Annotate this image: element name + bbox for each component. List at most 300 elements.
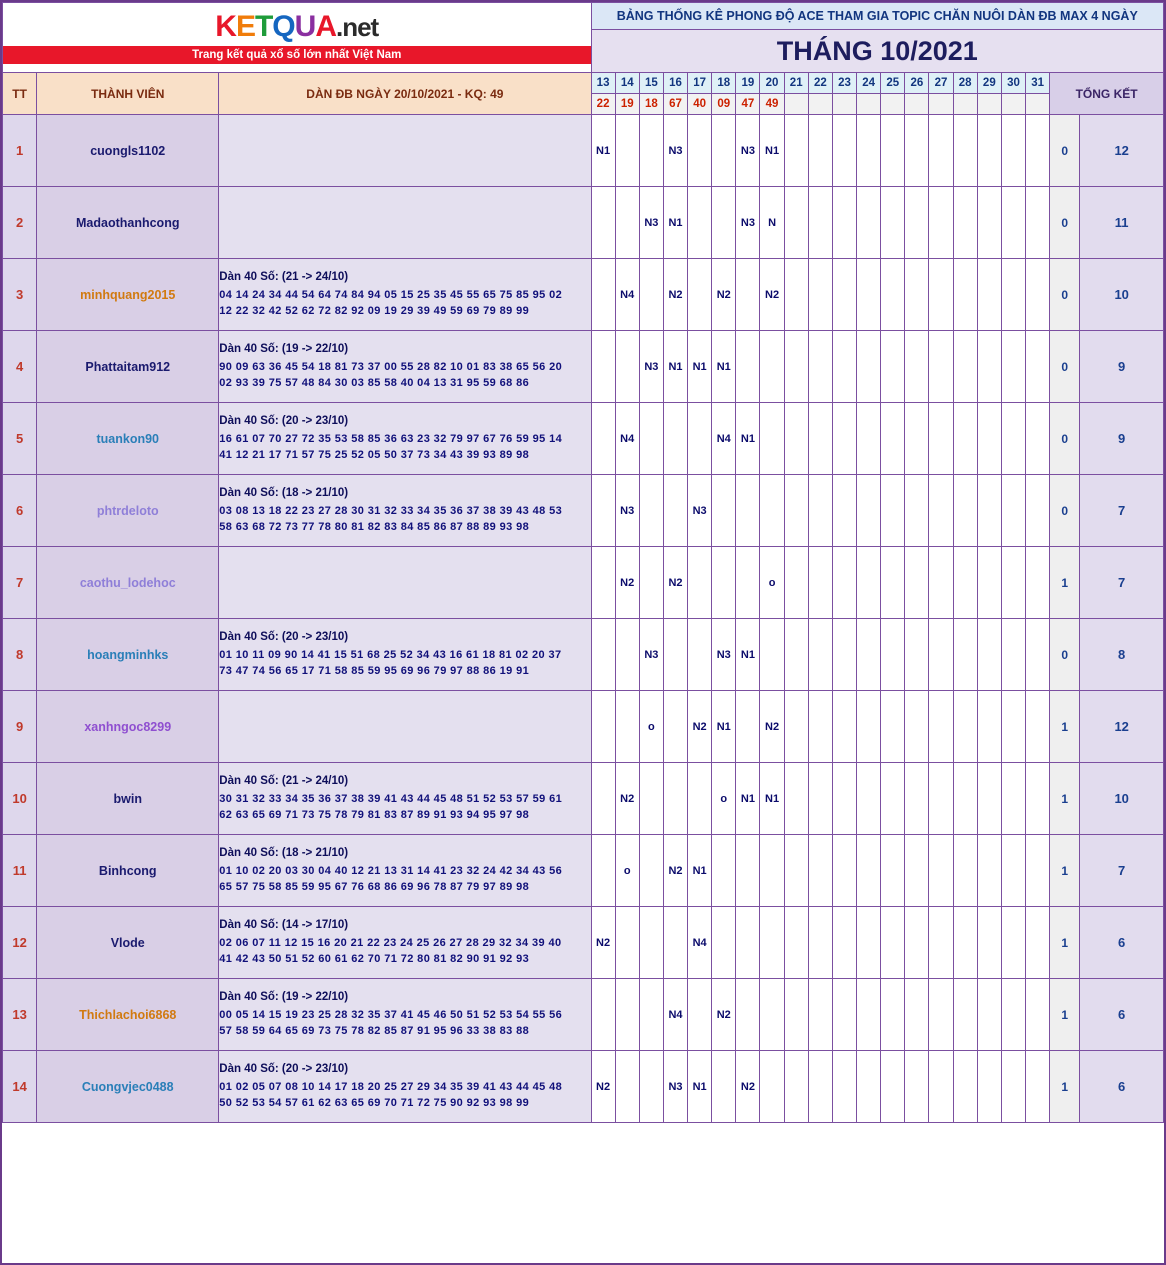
day-cell [760, 475, 784, 547]
day-cell [857, 619, 881, 691]
day-cell [615, 691, 639, 763]
day-cell: N4 [663, 979, 687, 1051]
day-cell [953, 475, 977, 547]
dan-numbers-line: 62 63 65 69 71 73 75 78 79 81 83 87 89 91 93 94 95 97 98 [219, 808, 530, 821]
table-row [3, 331, 1164, 403]
day-cell [1026, 115, 1050, 187]
day-header: 21 [784, 73, 808, 94]
dan-numbers-cell [219, 1051, 591, 1123]
day-cell [736, 835, 760, 907]
row-index: 7 [3, 547, 37, 619]
day-cell [784, 259, 808, 331]
day-cell [688, 259, 712, 331]
site-logo[interactable] [3, 3, 592, 73]
row-index: 1 [3, 115, 37, 187]
total-count: 12 [1080, 115, 1164, 187]
table-body [3, 115, 1164, 1123]
day-result [832, 94, 856, 115]
day-header: 17 [688, 73, 712, 94]
miss-count: 0 [1050, 115, 1080, 187]
total-count: 7 [1080, 547, 1164, 619]
day-cell [881, 403, 905, 475]
day-cell [857, 331, 881, 403]
day-result: 67 [663, 94, 687, 115]
day-cell [905, 907, 929, 979]
day-cell: N2 [591, 907, 615, 979]
day-cell [615, 115, 639, 187]
day-result [784, 94, 808, 115]
day-cell: N2 [688, 691, 712, 763]
day-header: 18 [712, 73, 736, 94]
day-cell [1026, 259, 1050, 331]
day-cell [905, 619, 929, 691]
day-cell: N1 [736, 619, 760, 691]
day-cell [953, 619, 977, 691]
total-count: 6 [1080, 907, 1164, 979]
day-header: 27 [929, 73, 953, 94]
day-cell [639, 259, 663, 331]
row-index: 14 [3, 1051, 37, 1123]
day-cell [977, 475, 1001, 547]
day-cell [929, 979, 953, 1051]
dan-numbers-line: 00 05 14 15 19 23 25 28 32 35 37 41 45 46 50 51 52 53 54 55 56 [219, 1008, 563, 1021]
row-index: 12 [3, 907, 37, 979]
member-name[interactable]: caothu_lodehoc [37, 547, 219, 619]
day-cell [639, 403, 663, 475]
day-cell: N1 [760, 115, 784, 187]
day-cell [784, 835, 808, 907]
dan-numbers-line: 30 31 32 33 34 35 36 37 38 39 41 43 44 45 48 51 52 53 57 59 61 [219, 792, 563, 805]
day-cell [905, 1051, 929, 1123]
day-cell [1001, 907, 1025, 979]
dan-numbers-line: 03 08 13 18 22 23 27 28 30 31 32 33 34 35 36 37 38 39 43 48 53 [219, 504, 563, 517]
day-cell: N1 [736, 763, 760, 835]
day-cell: N3 [688, 475, 712, 547]
day-cell [977, 115, 1001, 187]
day-cell [857, 115, 881, 187]
day-cell [760, 619, 784, 691]
day-cell [953, 907, 977, 979]
day-cell [857, 547, 881, 619]
day-cell [881, 475, 905, 547]
day-cell [784, 187, 808, 259]
day-cell [929, 763, 953, 835]
dan-numbers-line: 41 12 21 17 71 57 75 25 52 05 50 37 73 34 43 39 93 89 98 [219, 448, 530, 461]
day-cell [760, 331, 784, 403]
day-cell [615, 979, 639, 1051]
total-count: 6 [1080, 979, 1164, 1051]
day-cell: N2 [663, 835, 687, 907]
dan-numbers-line: 41 42 43 50 51 52 60 61 62 70 71 72 80 81 82 90 91 92 93 [219, 952, 530, 965]
dan-title: Dàn 40 Số: (21 -> 24/10) [219, 271, 349, 284]
member-name[interactable]: Thichlachoi6868 [37, 979, 219, 1051]
day-result [808, 94, 832, 115]
dan-title: Dàn 40 Số: (18 -> 21/10) [219, 847, 349, 860]
day-cell: N4 [615, 259, 639, 331]
day-cell [857, 763, 881, 835]
dan-title: Dàn 40 Số: (20 -> 23/10) [219, 631, 349, 644]
day-header: 29 [977, 73, 1001, 94]
day-cell [784, 331, 808, 403]
day-cell: N1 [712, 691, 736, 763]
table-row [3, 115, 1164, 187]
day-cell: N1 [712, 331, 736, 403]
day-cell [808, 187, 832, 259]
day-result [953, 94, 977, 115]
day-cell [591, 691, 615, 763]
day-cell [977, 187, 1001, 259]
day-cell [808, 619, 832, 691]
row-index: 9 [3, 691, 37, 763]
month-title: THÁNG 10/2021 [591, 30, 1164, 73]
day-cell [639, 115, 663, 187]
miss-count: 0 [1050, 259, 1080, 331]
day-cell: o [712, 763, 736, 835]
day-cell [1001, 619, 1025, 691]
day-header: 31 [1026, 73, 1050, 94]
total-count: 6 [1080, 1051, 1164, 1123]
day-cell [977, 259, 1001, 331]
day-cell [784, 979, 808, 1051]
dan-numbers-line: 02 93 39 75 57 48 84 30 03 85 58 40 04 13 31 95 59 68 86 [219, 376, 530, 389]
table-row [3, 619, 1164, 691]
dan-numbers-cell [219, 187, 591, 259]
day-cell [905, 979, 929, 1051]
dan-numbers-cell [219, 547, 591, 619]
day-cell [929, 1051, 953, 1123]
day-cell: N1 [663, 331, 687, 403]
day-cell: N3 [639, 331, 663, 403]
day-cell: N3 [736, 115, 760, 187]
day-cell [712, 115, 736, 187]
day-cell [832, 619, 856, 691]
total-count: 11 [1080, 187, 1164, 259]
day-cell [881, 763, 905, 835]
logo-tagline: Trang kết quả xổ số lớn nhất Việt Nam [3, 46, 591, 64]
day-cell [832, 187, 856, 259]
total-count: 7 [1080, 475, 1164, 547]
day-header: 24 [857, 73, 881, 94]
day-cell [977, 331, 1001, 403]
miss-count: 0 [1050, 403, 1080, 475]
day-cell [808, 331, 832, 403]
day-cell: N2 [615, 763, 639, 835]
day-header: 22 [808, 73, 832, 94]
day-cell [905, 547, 929, 619]
day-cell [784, 619, 808, 691]
dan-numbers-cell [219, 691, 591, 763]
day-cell [1001, 331, 1025, 403]
day-cell [929, 187, 953, 259]
day-cell [929, 691, 953, 763]
day-cell [977, 835, 1001, 907]
dan-title: Dàn 40 Số: (21 -> 24/10) [219, 775, 349, 788]
day-cell: N2 [712, 259, 736, 331]
day-cell [591, 979, 615, 1051]
member-name[interactable]: phtrdeloto [37, 475, 219, 547]
day-cell [591, 475, 615, 547]
day-cell [977, 1051, 1001, 1123]
day-cell: N4 [615, 403, 639, 475]
total-count: 9 [1080, 403, 1164, 475]
table-row [3, 907, 1164, 979]
dan-numbers-cell [219, 331, 591, 403]
day-cell: N1 [688, 1051, 712, 1123]
day-cell [953, 835, 977, 907]
dan-numbers-line: 73 47 74 56 65 17 71 58 85 59 95 69 96 79 97 88 86 19 91 [219, 664, 530, 677]
day-cell [760, 835, 784, 907]
day-cell [688, 763, 712, 835]
day-cell [1026, 403, 1050, 475]
day-cell [1001, 259, 1025, 331]
day-cell [832, 547, 856, 619]
day-cell [808, 763, 832, 835]
member-name[interactable]: Vlode [37, 907, 219, 979]
day-cell [905, 691, 929, 763]
total-count: 12 [1080, 691, 1164, 763]
dan-numbers-line: 65 57 75 58 85 59 95 67 76 68 86 69 96 78 87 79 97 89 98 [219, 880, 530, 893]
day-cell: N3 [615, 475, 639, 547]
day-cell [953, 1051, 977, 1123]
day-cell [929, 475, 953, 547]
day-cell [1026, 979, 1050, 1051]
total-count: 10 [1080, 763, 1164, 835]
dan-numbers-line: 01 10 02 20 03 30 04 40 12 21 13 31 14 41 23 32 24 42 34 43 56 [219, 864, 563, 877]
table-row [3, 547, 1164, 619]
day-cell [905, 187, 929, 259]
day-cell: N1 [736, 403, 760, 475]
day-cell [977, 403, 1001, 475]
dan-title: Dàn 40 Số: (18 -> 21/10) [219, 487, 349, 500]
day-cell [857, 1051, 881, 1123]
dan-numbers-cell [219, 907, 591, 979]
miss-count: 1 [1050, 1051, 1080, 1123]
row-index: 6 [3, 475, 37, 547]
day-cell [1026, 1051, 1050, 1123]
col-tt: TT [3, 73, 37, 115]
day-result: 40 [688, 94, 712, 115]
day-cell [808, 547, 832, 619]
day-cell [905, 475, 929, 547]
day-cell [1026, 691, 1050, 763]
day-cell: N1 [688, 835, 712, 907]
day-cell [1001, 475, 1025, 547]
miss-count: 0 [1050, 475, 1080, 547]
day-cell [977, 907, 1001, 979]
day-cell [832, 979, 856, 1051]
day-cell [832, 403, 856, 475]
day-cell [808, 907, 832, 979]
day-cell [688, 115, 712, 187]
day-cell [615, 907, 639, 979]
dan-numbers-line: 90 09 63 36 45 54 18 81 73 37 00 55 28 82 10 01 83 38 65 56 20 [219, 360, 563, 373]
table-row [3, 763, 1164, 835]
dan-numbers-line: 01 02 05 07 08 10 14 17 18 20 25 27 29 34 35 39 41 43 44 45 48 [219, 1080, 563, 1093]
day-cell [712, 1051, 736, 1123]
member-name[interactable]: hoangminhks [37, 619, 219, 691]
member-name[interactable]: minhquang2015 [37, 259, 219, 331]
dan-title: Dàn 40 Số: (19 -> 22/10) [219, 991, 349, 1004]
total-count: 9 [1080, 331, 1164, 403]
member-name[interactable]: bwin [37, 763, 219, 835]
day-cell [929, 907, 953, 979]
day-cell [832, 835, 856, 907]
day-cell [857, 979, 881, 1051]
day-cell [1026, 763, 1050, 835]
day-cell [881, 259, 905, 331]
day-cell [929, 619, 953, 691]
table-row [3, 691, 1164, 763]
day-cell [857, 835, 881, 907]
day-cell [881, 907, 905, 979]
day-cell [953, 187, 977, 259]
day-cell [736, 331, 760, 403]
day-header: 20 [760, 73, 784, 94]
day-cell [881, 187, 905, 259]
day-cell: N3 [736, 187, 760, 259]
day-cell [881, 547, 905, 619]
day-cell [905, 115, 929, 187]
dan-numbers-line: 16 61 07 70 27 72 35 53 58 85 36 63 23 32 79 97 67 76 59 95 14 [219, 432, 563, 445]
member-name[interactable]: Binhcong [37, 835, 219, 907]
dan-title: Dàn 40 Số: (14 -> 17/10) [219, 919, 349, 932]
day-cell [953, 259, 977, 331]
day-header: 19 [736, 73, 760, 94]
day-cell [832, 331, 856, 403]
dan-numbers-cell [219, 115, 591, 187]
banner-title: BẢNG THỐNG KÊ PHONG ĐỘ ACE THAM GIA TOPIC CHĂN NUÔI DÀN ĐB MAX 4 NGÀY [591, 3, 1164, 30]
day-cell [639, 1051, 663, 1123]
member-name[interactable]: Phattaitam912 [37, 331, 219, 403]
day-cell [808, 475, 832, 547]
day-cell: N1 [688, 331, 712, 403]
day-cell [688, 187, 712, 259]
day-cell [1026, 619, 1050, 691]
day-cell [857, 259, 881, 331]
day-cell [832, 907, 856, 979]
column-header-row [3, 73, 1164, 94]
day-cell [832, 259, 856, 331]
miss-count: 1 [1050, 763, 1080, 835]
day-cell [639, 475, 663, 547]
day-cell [591, 763, 615, 835]
day-header: 26 [905, 73, 929, 94]
day-cell [808, 979, 832, 1051]
dan-numbers-line: 12 22 32 42 52 62 72 82 92 09 19 29 39 49 59 69 79 89 99 [219, 304, 530, 317]
dan-numbers-cell [219, 763, 591, 835]
day-cell [591, 259, 615, 331]
day-header: 16 [663, 73, 687, 94]
day-cell [1001, 835, 1025, 907]
day-cell [832, 691, 856, 763]
day-header: 14 [615, 73, 639, 94]
dan-numbers-cell [219, 835, 591, 907]
day-cell: N4 [688, 907, 712, 979]
day-cell [857, 475, 881, 547]
day-cell [953, 691, 977, 763]
day-header: 23 [832, 73, 856, 94]
total-count: 10 [1080, 259, 1164, 331]
miss-count: 0 [1050, 619, 1080, 691]
day-cell: o [639, 691, 663, 763]
dan-numbers-cell [219, 259, 591, 331]
table-header [3, 3, 1164, 115]
day-header: 15 [639, 73, 663, 94]
day-cell [591, 187, 615, 259]
day-cell [977, 979, 1001, 1051]
total-count: 8 [1080, 619, 1164, 691]
day-cell [591, 547, 615, 619]
logo-suffix: .net [335, 11, 379, 42]
day-cell [663, 763, 687, 835]
day-cell [663, 907, 687, 979]
day-result [929, 94, 953, 115]
dan-title: Dàn 40 Số: (19 -> 22/10) [219, 343, 349, 356]
day-cell [881, 1051, 905, 1123]
col-member: THÀNH VIÊN [37, 73, 219, 115]
day-cell [784, 763, 808, 835]
day-cell [639, 763, 663, 835]
table-row [3, 979, 1164, 1051]
day-cell [688, 619, 712, 691]
day-cell [591, 403, 615, 475]
day-cell [1026, 835, 1050, 907]
day-cell [784, 115, 808, 187]
row-index: 8 [3, 619, 37, 691]
day-cell [760, 1051, 784, 1123]
dan-numbers-cell [219, 979, 591, 1051]
day-cell [832, 1051, 856, 1123]
miss-count: 0 [1050, 331, 1080, 403]
day-cell [784, 403, 808, 475]
day-cell [663, 475, 687, 547]
day-cell [857, 907, 881, 979]
day-cell [736, 691, 760, 763]
member-name[interactable]: Cuongvjec0488 [37, 1051, 219, 1123]
day-cell [736, 259, 760, 331]
day-cell [639, 907, 663, 979]
day-result: 19 [615, 94, 639, 115]
day-cell [929, 331, 953, 403]
day-cell [881, 115, 905, 187]
row-index: 4 [3, 331, 37, 403]
day-header: 13 [591, 73, 615, 94]
day-cell [929, 547, 953, 619]
member-name[interactable]: xanhngoc8299 [37, 691, 219, 763]
col-dan: DÀN ĐB NGÀY 20/10/2021 - KQ: 49 [219, 73, 591, 115]
day-cell [736, 979, 760, 1051]
member-name[interactable]: cuongls1102 [37, 115, 219, 187]
day-header: 25 [881, 73, 905, 94]
member-name[interactable]: tuankon90 [37, 403, 219, 475]
day-cell: N4 [712, 403, 736, 475]
day-cell [905, 835, 929, 907]
member-name[interactable]: Madaothanhcong [37, 187, 219, 259]
day-cell [615, 619, 639, 691]
day-result [977, 94, 1001, 115]
day-cell [736, 907, 760, 979]
miss-count: 1 [1050, 547, 1080, 619]
day-cell [1026, 547, 1050, 619]
row-index: 3 [3, 259, 37, 331]
day-cell [953, 403, 977, 475]
day-cell [832, 763, 856, 835]
day-cell: N2 [760, 691, 784, 763]
day-cell [929, 115, 953, 187]
day-cell [784, 691, 808, 763]
day-cell [712, 475, 736, 547]
dan-numbers-line: 04 14 24 34 44 54 64 74 84 94 05 15 25 35 45 55 65 75 85 95 02 [219, 288, 563, 301]
